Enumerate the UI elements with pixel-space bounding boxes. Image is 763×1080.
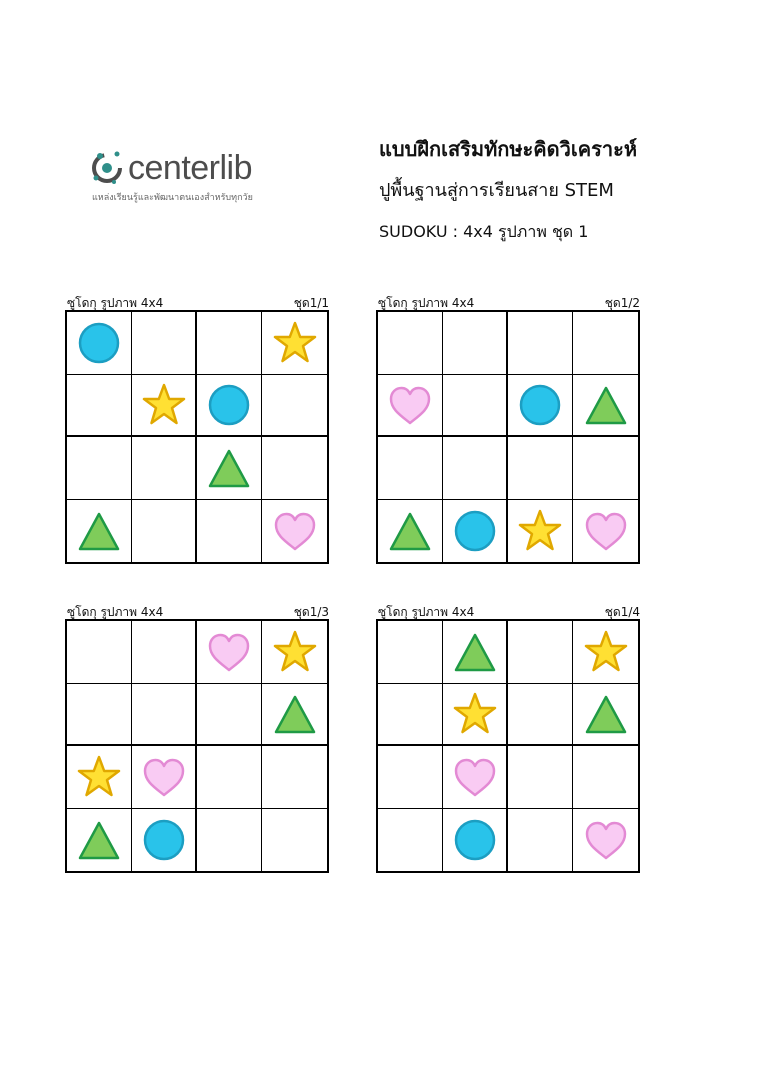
sudoku-cell bbox=[508, 375, 573, 438]
sudoku-cell bbox=[132, 437, 197, 500]
sudoku-cell bbox=[197, 684, 262, 747]
sudoku-cell bbox=[132, 312, 197, 375]
sudoku-grid bbox=[376, 619, 640, 873]
sudoku-cell bbox=[262, 437, 327, 500]
sudoku-cell bbox=[262, 312, 327, 375]
sudoku-cell bbox=[262, 375, 327, 438]
sudoku-cell bbox=[378, 375, 443, 438]
puzzle-header bbox=[65, 604, 329, 620]
worksheet-set-label: SUDOKU : 4x4 รูปภาพ ชุด 1 bbox=[379, 222, 589, 241]
sudoku-cell bbox=[573, 312, 638, 375]
heart-icon bbox=[452, 754, 498, 800]
sudoku-cell bbox=[67, 684, 132, 747]
sudoku-cell bbox=[378, 809, 443, 872]
sudoku-cell bbox=[67, 375, 132, 438]
sudoku-cell bbox=[443, 684, 508, 747]
star-icon bbox=[517, 508, 563, 554]
star-icon bbox=[272, 629, 318, 675]
heart-icon bbox=[583, 817, 629, 863]
circle-icon bbox=[206, 382, 252, 428]
sudoku-cell bbox=[378, 500, 443, 563]
worksheet-header bbox=[379, 134, 637, 244]
puzzle-title: ซูโดกุ รูปภาพ 4x4 bbox=[378, 296, 475, 310]
sudoku-cell bbox=[67, 437, 132, 500]
worksheet-title: แบบฝึกเสริมทักษะคิดวิเคราะห์ bbox=[379, 137, 638, 161]
sudoku-cell bbox=[443, 746, 508, 809]
logo-tagline: แหล่งเรียนรู้และพัฒนาตนเองสำหรับทุกวัย bbox=[92, 193, 253, 203]
triangle-icon bbox=[583, 691, 629, 737]
sudoku-cell bbox=[67, 809, 132, 872]
puzzle-number: ชุด1/4 bbox=[604, 605, 640, 619]
sudoku-cell bbox=[508, 809, 573, 872]
puzzle-number: ชุด1/1 bbox=[293, 296, 329, 310]
sudoku-cell bbox=[132, 375, 197, 438]
sudoku-cell bbox=[132, 809, 197, 872]
star-icon bbox=[583, 629, 629, 675]
puzzle-number: ชุด1/3 bbox=[293, 605, 329, 619]
sudoku-cell bbox=[443, 375, 508, 438]
molecule-logo-icon bbox=[90, 148, 130, 188]
sudoku-cell bbox=[67, 500, 132, 563]
circle-icon bbox=[76, 320, 122, 366]
sudoku-cell bbox=[197, 375, 262, 438]
sudoku-cell bbox=[262, 809, 327, 872]
heart-icon bbox=[141, 754, 187, 800]
sudoku-cell bbox=[132, 500, 197, 563]
triangle-icon bbox=[76, 508, 122, 554]
triangle-icon bbox=[583, 382, 629, 428]
sudoku-cell bbox=[573, 809, 638, 872]
puzzle-title: ซูโดกุ รูปภาพ 4x4 bbox=[67, 605, 164, 619]
puzzle-title: ซูโดกุ รูปภาพ 4x4 bbox=[67, 296, 164, 310]
triangle-icon bbox=[452, 629, 498, 675]
star-icon bbox=[141, 382, 187, 428]
sudoku-cell bbox=[443, 500, 508, 563]
sudoku-cell bbox=[443, 312, 508, 375]
logo-wordmark: centerlib bbox=[128, 149, 253, 187]
star-icon bbox=[452, 691, 498, 737]
sudoku-cell bbox=[132, 621, 197, 684]
sudoku-cell bbox=[378, 746, 443, 809]
sudoku-cell bbox=[262, 500, 327, 563]
sudoku-cell bbox=[132, 746, 197, 809]
sudoku-cell bbox=[378, 621, 443, 684]
sudoku-cell bbox=[508, 437, 573, 500]
sudoku-cell bbox=[508, 312, 573, 375]
circle-icon bbox=[452, 508, 498, 554]
star-icon bbox=[272, 320, 318, 366]
sudoku-cell bbox=[197, 746, 262, 809]
star-icon bbox=[76, 754, 122, 800]
sudoku-grid bbox=[376, 310, 640, 564]
sudoku-cell bbox=[378, 437, 443, 500]
sudoku-cell bbox=[378, 312, 443, 375]
triangle-icon bbox=[272, 691, 318, 737]
sudoku-cell bbox=[197, 621, 262, 684]
puzzle-header bbox=[376, 295, 640, 311]
sudoku-cell bbox=[262, 684, 327, 747]
sudoku-cell bbox=[573, 375, 638, 438]
puzzle-header bbox=[376, 604, 640, 620]
sudoku-cell bbox=[197, 437, 262, 500]
sudoku-cell bbox=[573, 746, 638, 809]
sudoku-cell bbox=[67, 312, 132, 375]
sudoku-cell bbox=[508, 684, 573, 747]
circle-icon bbox=[517, 382, 563, 428]
triangle-icon bbox=[76, 817, 122, 863]
sudoku-grid bbox=[65, 310, 329, 564]
heart-icon bbox=[206, 629, 252, 675]
heart-icon bbox=[583, 508, 629, 554]
sudoku-cell bbox=[443, 809, 508, 872]
triangle-icon bbox=[387, 508, 433, 554]
sudoku-cell bbox=[67, 621, 132, 684]
heart-icon bbox=[387, 382, 433, 428]
triangle-icon bbox=[206, 445, 252, 491]
sudoku-grid bbox=[65, 619, 329, 873]
sudoku-cell bbox=[132, 684, 197, 747]
sudoku-cell bbox=[508, 500, 573, 563]
circle-icon bbox=[141, 817, 187, 863]
sudoku-cell bbox=[378, 684, 443, 747]
sudoku-cell bbox=[573, 500, 638, 563]
sudoku-cell bbox=[508, 746, 573, 809]
puzzle-header bbox=[65, 295, 329, 311]
sudoku-cell bbox=[197, 500, 262, 563]
sudoku-cell bbox=[67, 746, 132, 809]
heart-icon bbox=[272, 508, 318, 554]
worksheet-subtitle: ปูพื้นฐานสู่การเรียนสาย STEM bbox=[379, 180, 614, 201]
sudoku-cell bbox=[443, 437, 508, 500]
sudoku-cell bbox=[197, 809, 262, 872]
puzzle-title: ซูโดกุ รูปภาพ 4x4 bbox=[378, 605, 475, 619]
sudoku-cell bbox=[262, 621, 327, 684]
sudoku-cell bbox=[508, 621, 573, 684]
sudoku-cell bbox=[573, 684, 638, 747]
sudoku-cell bbox=[197, 312, 262, 375]
centerlib-logo bbox=[90, 148, 290, 208]
sudoku-cell bbox=[262, 746, 327, 809]
puzzle-number: ชุด1/2 bbox=[604, 296, 640, 310]
sudoku-cell bbox=[443, 621, 508, 684]
sudoku-cell bbox=[573, 621, 638, 684]
circle-icon bbox=[452, 817, 498, 863]
sudoku-cell bbox=[573, 437, 638, 500]
